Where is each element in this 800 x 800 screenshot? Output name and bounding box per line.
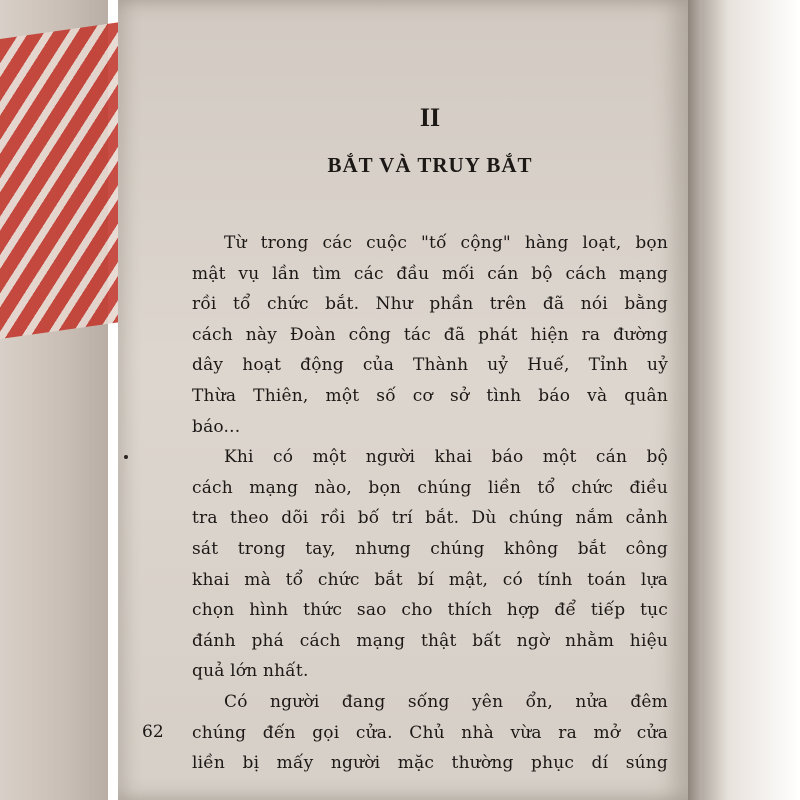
text-line: chúng đến gọi cửa. Chủ nhà vừa ra mở cửa bbox=[192, 722, 668, 743]
ink-dot bbox=[124, 455, 128, 459]
text-line: rồi tổ chức bắt. Như phần trên đã nói bằng bbox=[192, 294, 668, 315]
text-line: Thừa Thiên, một số cơ sở tình báo và quân bbox=[192, 385, 668, 406]
text-line: Có người đang sống yên ổn, nửa đêm bbox=[224, 691, 668, 712]
page-content bbox=[192, 96, 668, 779]
body-text bbox=[192, 228, 668, 779]
text-line: Khi có một người khai báo một cán bộ bbox=[224, 447, 668, 468]
text-line: dây hoạt động của Thành uỷ Huế, Tỉnh uỷ bbox=[192, 355, 668, 376]
chapter-number: II bbox=[419, 103, 441, 132]
chapter-title: BẮT VÀ TRUY BẮT bbox=[327, 153, 533, 177]
text-line: khai mà tổ chức bắt bí mật, có tính toán lựa bbox=[192, 569, 668, 590]
text-line: chọn hình thức sao cho thích hợp để tiếp tục bbox=[192, 600, 668, 621]
text-line: quả lớn nhất. bbox=[192, 661, 309, 682]
background-right bbox=[690, 0, 800, 800]
book-page bbox=[118, 0, 688, 800]
text-line: báo... bbox=[192, 416, 241, 437]
page-edge-shadow bbox=[688, 0, 702, 800]
text-line: Từ trong các cuộc "tố cộng" hàng loạt, bọn bbox=[224, 233, 668, 253]
text-line: sát trong tay, nhưng chúng không bắt công bbox=[192, 538, 668, 559]
text-line: tra theo dõi rồi bố trí bắt. Dù chúng nắm cảnh bbox=[192, 508, 668, 529]
text-line: cách mạng nào, bọn chúng liền tổ chức điều bbox=[192, 477, 668, 498]
page-number: 62 bbox=[142, 722, 164, 742]
text-line: cách này Đoàn công tác đã phát hiện ra đường bbox=[192, 324, 668, 345]
red-book-cover bbox=[0, 21, 128, 339]
text-line: liền bị mấy người mặc thường phục dí súng bbox=[192, 753, 668, 774]
text-line: mật vụ lần tìm các đầu mối cán bộ cách mạng bbox=[192, 263, 668, 284]
text-line: đánh phá cách mạng thật bất ngờ nhằm hiệu bbox=[192, 630, 668, 651]
